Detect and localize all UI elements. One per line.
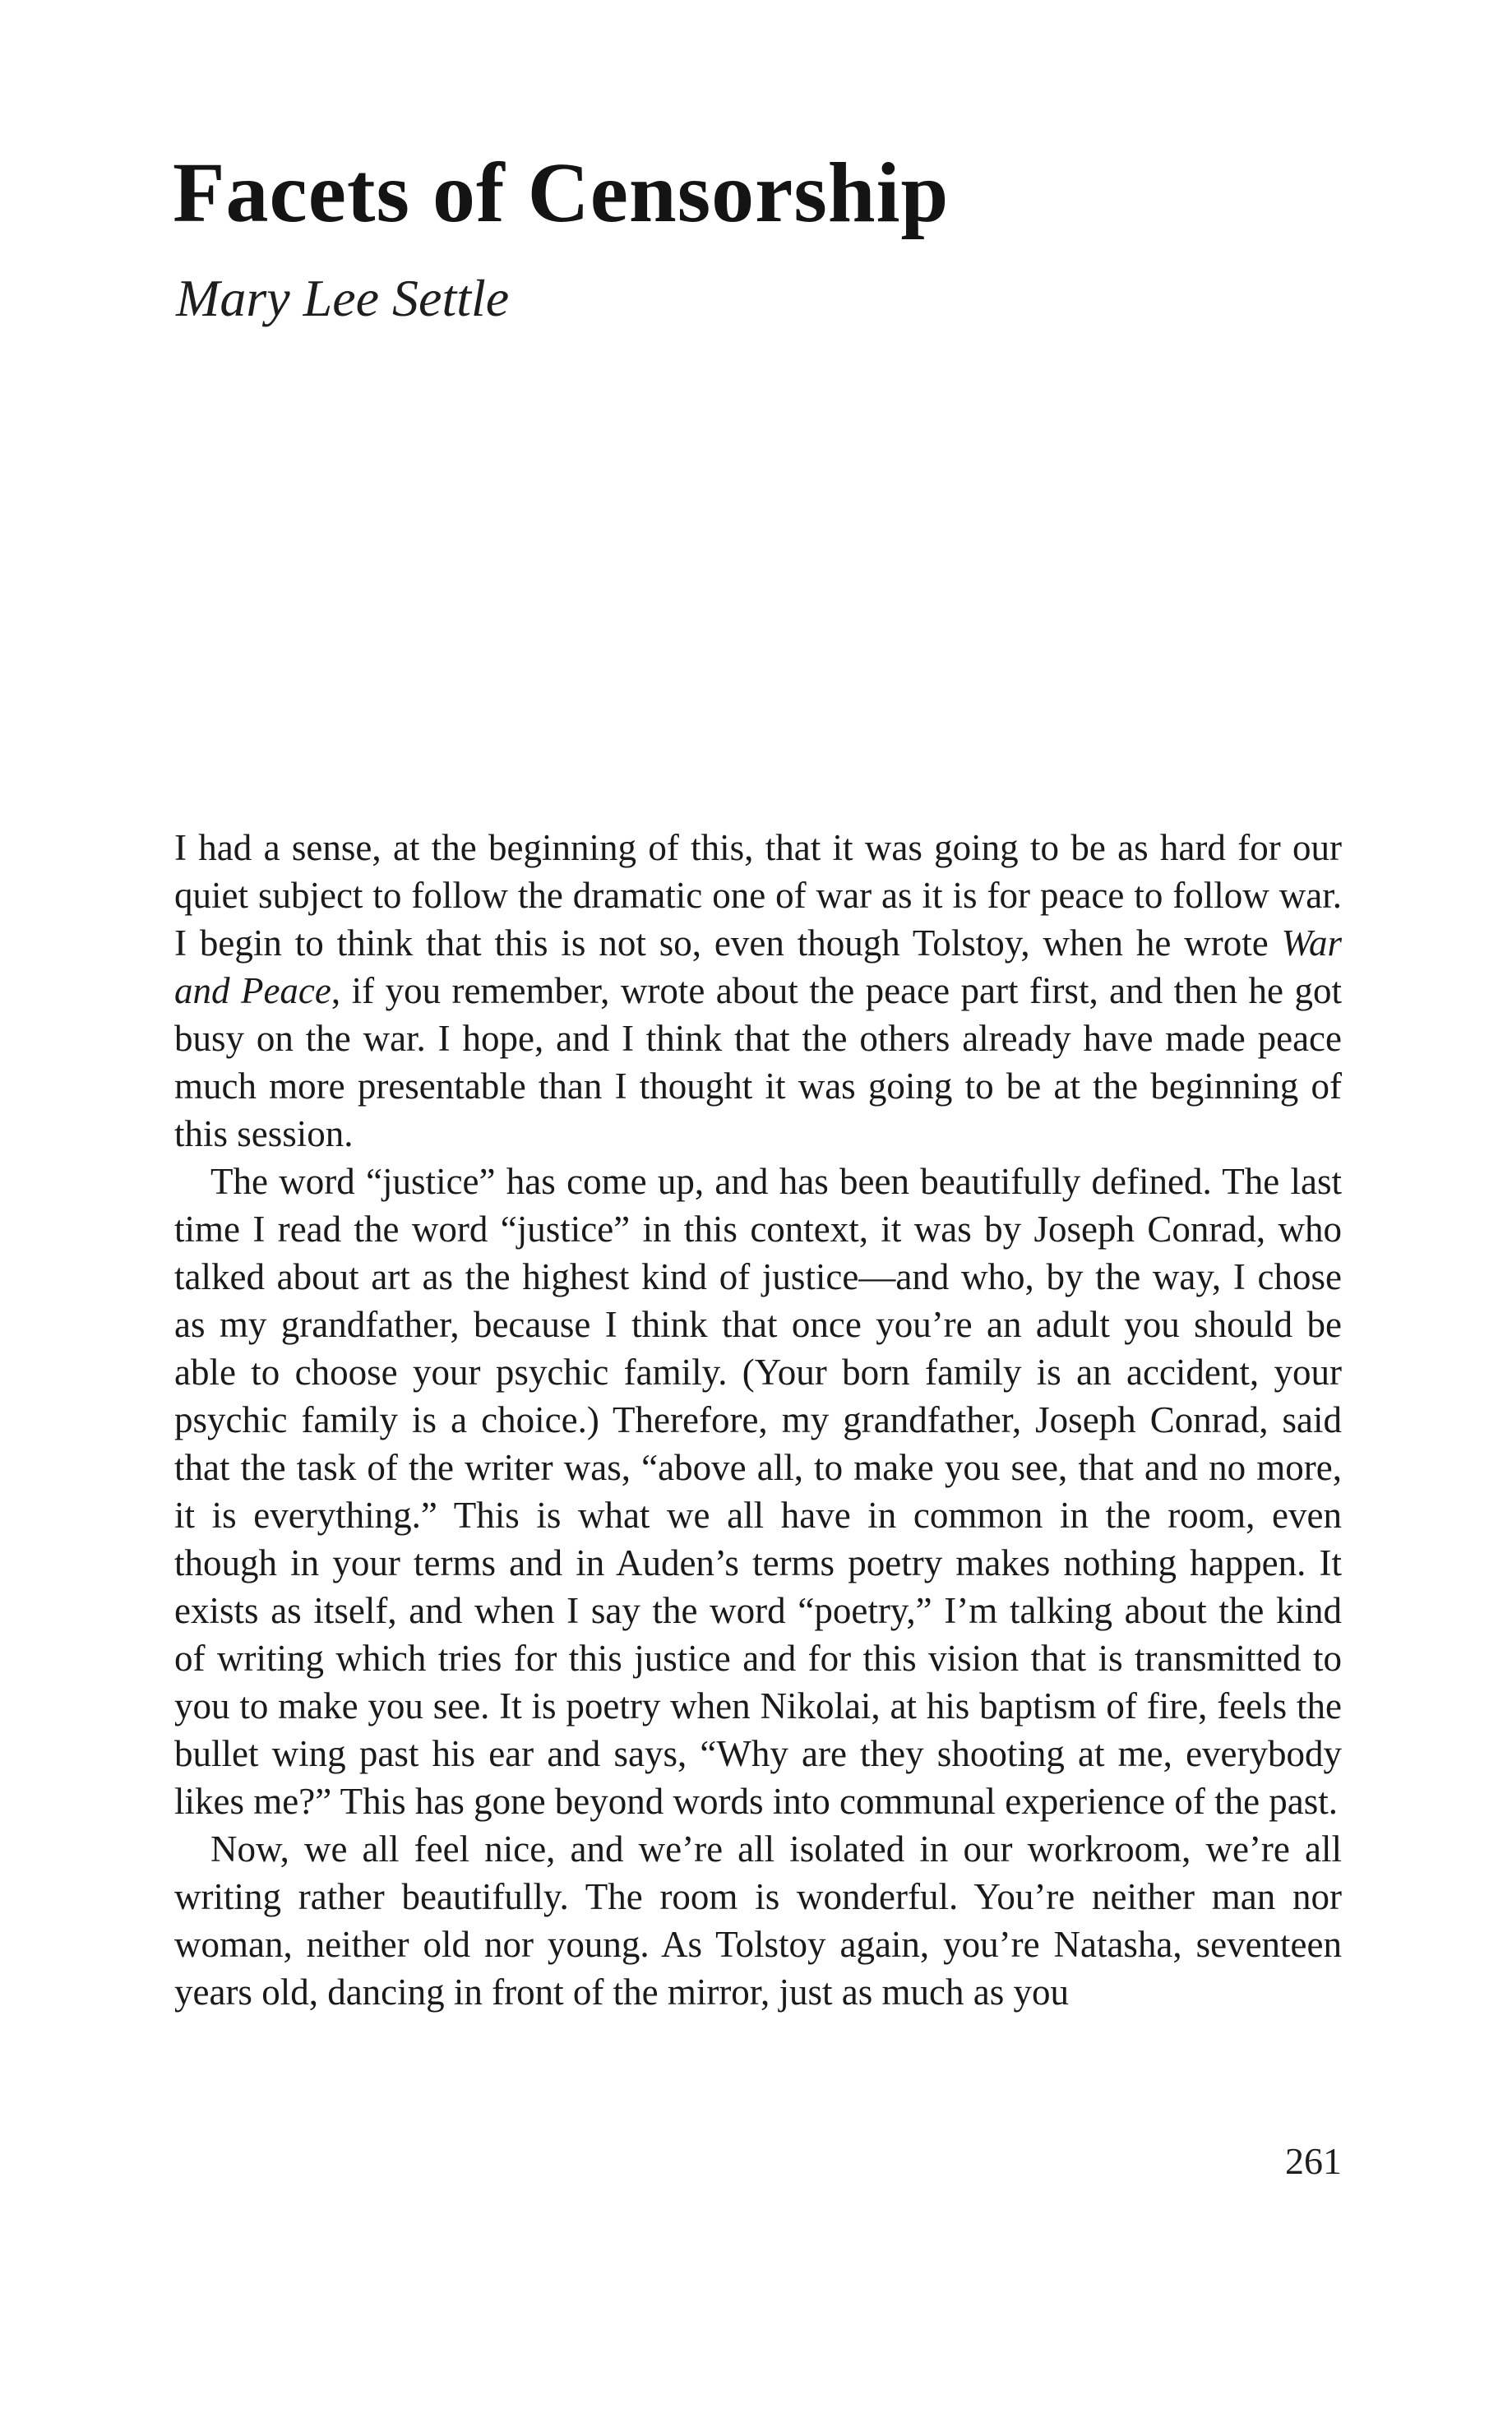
- paragraph: [174, 1158, 1342, 1825]
- paragraph: [174, 1825, 1342, 2016]
- article-body: [174, 824, 1342, 2016]
- paragraph-text: , if you remember, wrote about the peace part first, and then he got busy on the war. I hope, and I think that the others already have made peace much more presentable than I thought it was going to be at the beginning of this session.: [174, 970, 1342, 1154]
- author-name: Mary Lee Settle: [176, 269, 510, 327]
- article-title: Facets of Censorship: [173, 146, 950, 240]
- paragraph: [174, 824, 1342, 1158]
- italic-title-text: War and Peace: [174, 922, 1342, 1011]
- page-number: 261: [1285, 2140, 1342, 2182]
- paragraph-text: Now, we all feel nice, and we’re all isolated in our workroom, we’re all writing rather beautifully. The room is wonderful. You’re neither man nor woman, neither old nor young. As Tolstoy again, you’re Natasha, seventeen years old, dancing in front of the mirror, just as much as you: [174, 1828, 1342, 2013]
- paragraph-text: The word “justice” has come up, and has been beautifully defined. The last time I read the word “justice” in this context, it was by Joseph Conrad, who talked about art as the highest kind of justice—and who, by the way, I chose as my grandfather, because I think that once you’re an adult you should be able to choose your psychic family. (Your born family is an accident, your psychic family is a choice.) Therefore, my grandfather, Joseph Conrad, said that the task of the writer was, “above all, to make you see, that and no more, it is everything.” This is what we all have in common in the room, even though in your terms and in Auden’s terms poetry makes nothing happen. It exists as itself, and when I say the word “poetry,” I’m talking about the kind of writing which tries for this justice and for this vision that is transmitted to you to make you see. It is poetry when Nikolai, at his baptism of fire, feels the bullet wing past his ear and says, “Why are they shooting at me, everybody likes me?” This has gone beyond words into communal experience of the past.: [174, 1161, 1342, 1822]
- paragraph-text: I had a sense, at the beginning of this, that it was going to be as hard for our quiet subject to follow the dramatic one of war as it is for peace to follow war. I begin to think that this is not so, even though Tolstoy, when he wrote: [174, 827, 1342, 964]
